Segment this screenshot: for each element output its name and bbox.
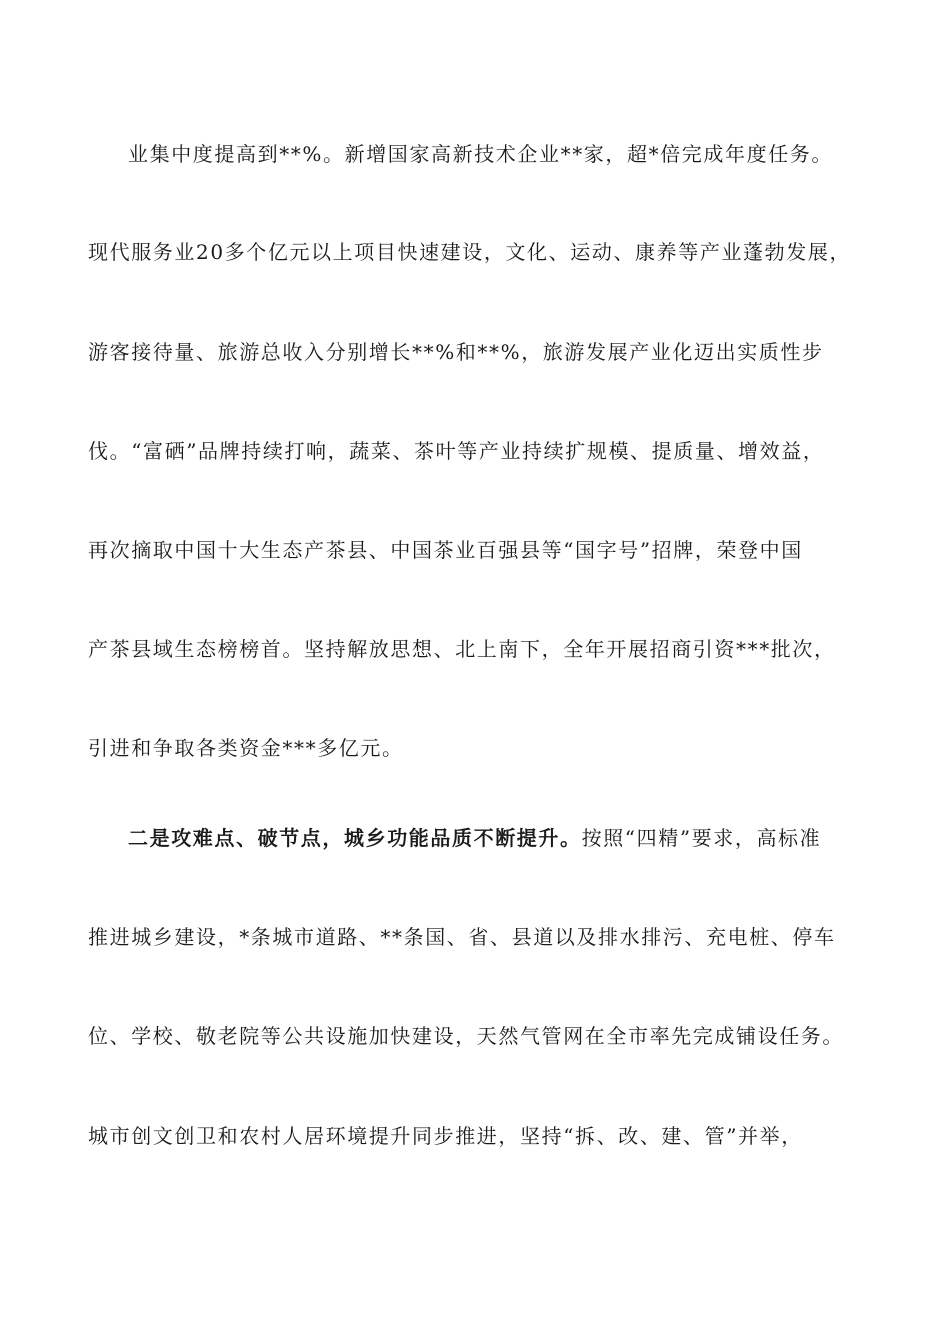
- paragraph-line-4: 伐。“富硒”品牌持续打响，蔬菜、茶叶等产业持续扩规模、提质量、增效益，: [88, 439, 825, 463]
- paragraph-line-7: 引进和争取各类资金***多亿元。: [88, 736, 404, 760]
- paragraph-line-5: 再次摘取中国十大生态产茶县、中国茶业百强县等“国字号”招牌，荣登中国: [88, 538, 803, 562]
- paragraph-line-6: 产茶县域生态榜榜首。坚持解放思想、北上南下，全年开展招商引资***批次，: [88, 637, 836, 661]
- section-2-first-line: [128, 823, 878, 853]
- paragraph-line-3: 游客接待量、旅游总收入分别增长**%和**%，旅游发展产业化迈出实质性步: [88, 340, 824, 364]
- section-2-line-3: 位、学校、敬老院等公共设施加快建设，天然气管网在全市率先完成铺设任务。: [88, 1024, 844, 1048]
- section-2-line-2: 推进城乡建设，*条城市道路、**条国、省、县道以及排水排污、充电桩、停车: [88, 925, 836, 949]
- section-2-first-line-rest: 按照“四精”要求，高标准: [581, 826, 822, 850]
- section-2-heading: 二是攻难点、破节点，城乡功能品质不断提升。: [128, 826, 582, 850]
- paragraph-line-2: 现代服务业20多个亿元以上项目快速建设，文化、运动、康养等产业蓬勃发展，: [88, 240, 852, 264]
- paragraph-line-1: 业集中度提高到**%。新增国家高新技术企业**家，超*倍完成年度任务。: [128, 142, 834, 166]
- section-2-line-4: 城市创文创卫和农村人居环境提升同步推进，坚持“拆、改、建、管”并举，: [88, 1124, 803, 1148]
